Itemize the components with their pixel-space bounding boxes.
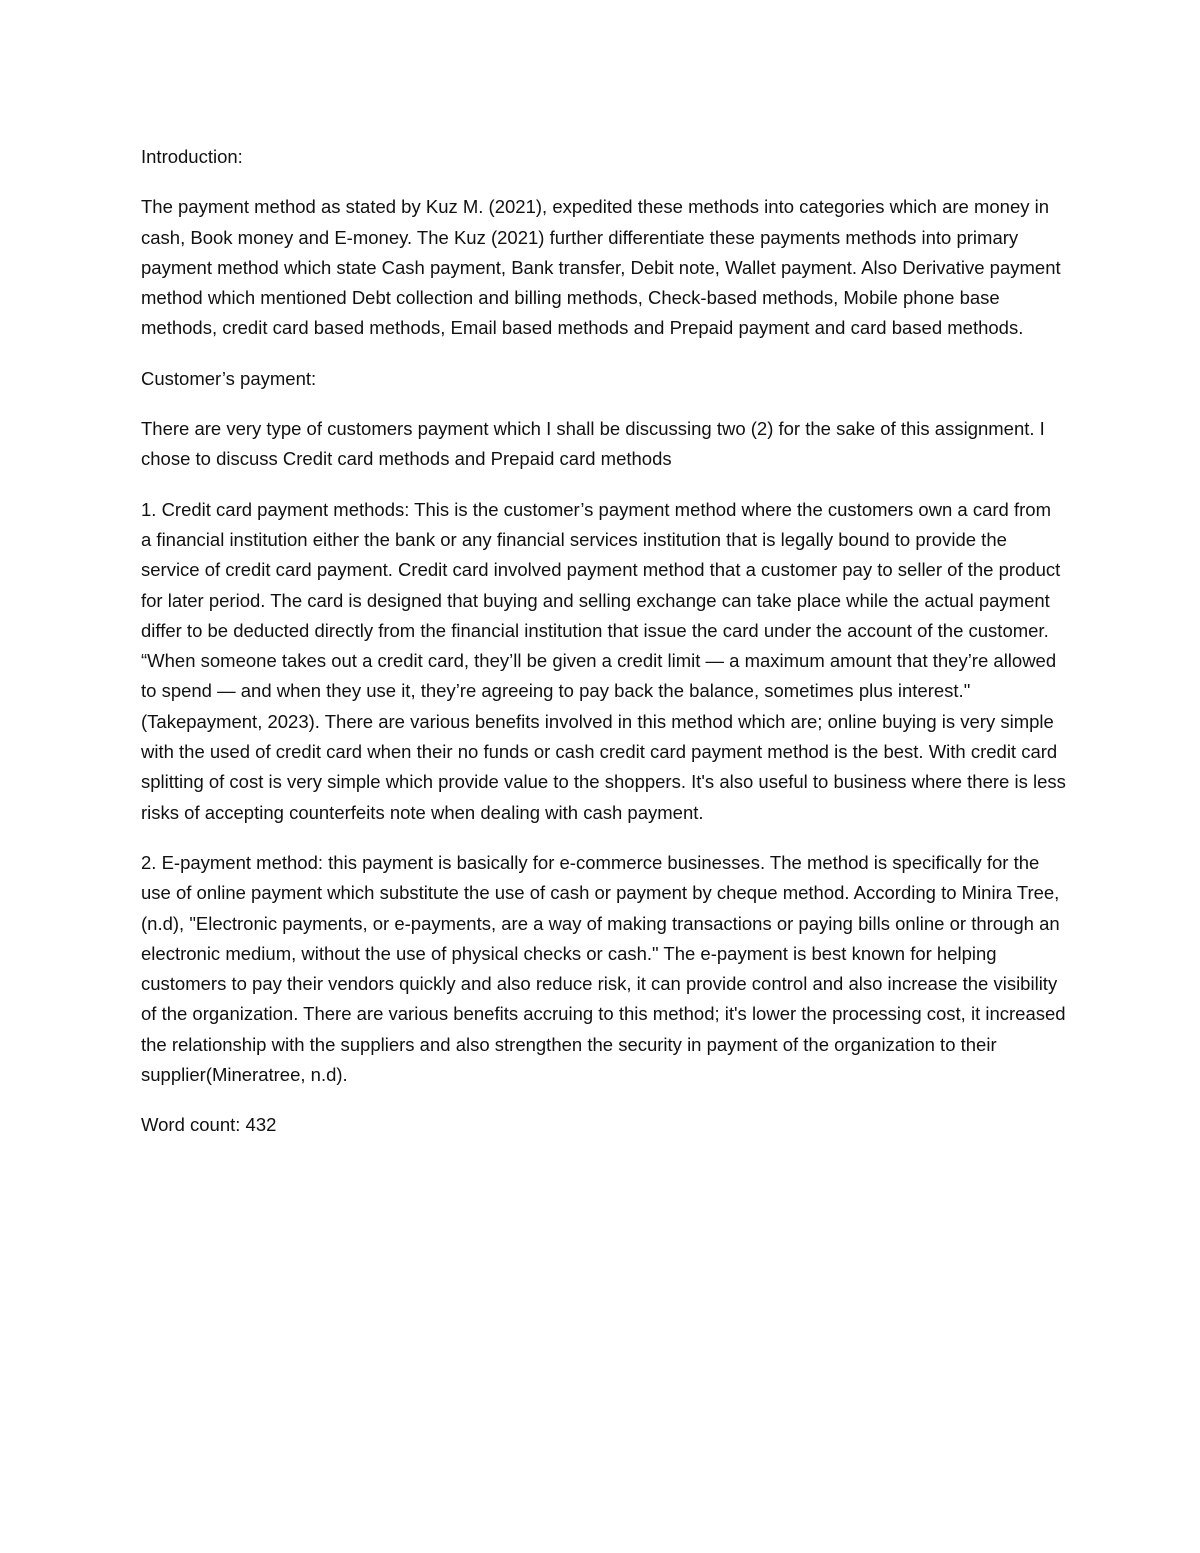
- customer-payment-paragraph: There are very type of customers payment which I shall be discussing two (2) for the sake of this assignment. I chose to discuss Credit card methods and Prepaid card methods: [141, 418, 1045, 470]
- customer-payment-heading: Customer’s payment:: [141, 367, 317, 389]
- intro-paragraph: The payment method as stated by Kuz M. (2021), expedited these methods into categories which are money in cash, Book money and E-money. The Kuz (2021) further differentiate these payments methods into primary payment method which state Cash payment, Bank transfer, Debit note, Wallet payment. Also Derivative payment method which mentioned Debt collection and billing methods, Check-based methods, Mobile phone base methods, credit card based methods, Email based methods and Prepaid payment and card based methods.: [141, 196, 1061, 339]
- credit-card-paragraph: 1. Credit card payment methods: This is the customer’s payment method where the customers own a card from a financial institution either the bank or any financial services institution that is legally bound to provide the service of credit card payment. Credit card involved payment method that a customer pay to seller of the product for later period. The card is designed that buying and selling exchange can take place while the actual payment differ to be deducted directly from the financial institution that issue the card under the account of the customer. “When someone takes out a credit card, they’ll be given a credit limit — a maximum amount that they’re allowed to spend — and when they use it, they’re agreeing to pay back the balance, sometimes plus interest." (Takepayment, 2023). There are various benefits involved in this method which are; online buying is very simple with the used of credit card when their no funds or cash credit card payment method is the best. With credit card splitting of cost is very simple which provide value to the shoppers. It's also useful to business where there is less risks of accepting counterfeits note when dealing with cash payment.: [141, 498, 1066, 823]
- document-body: [141, 142, 1066, 1161]
- word-count: Word count: 432: [141, 1114, 277, 1136]
- intro-heading: Introduction:: [141, 146, 243, 167]
- e-payment-paragraph: 2. E-payment method: this payment is basically for e-commerce businesses. The method is specifically for the use of online payment which substitute the use of cash or payment by cheque method. According to Minira Tree,(n.d), "Electronic payments, or e-payments, are a way of making transactions or paying bills online or through an electronic medium, without the use of physical checks or cash." The e-payment is best known for helping customers to pay their vendors quickly and also reduce risk, it can provide control and also increase the visibility of the organization. There are various benefits accruing to this method; it's lower the processing cost, it increased the relationship with the suppliers and also strengthen the security in payment of the organization to their supplier(Mineratree, n.d).: [141, 851, 1066, 1086]
